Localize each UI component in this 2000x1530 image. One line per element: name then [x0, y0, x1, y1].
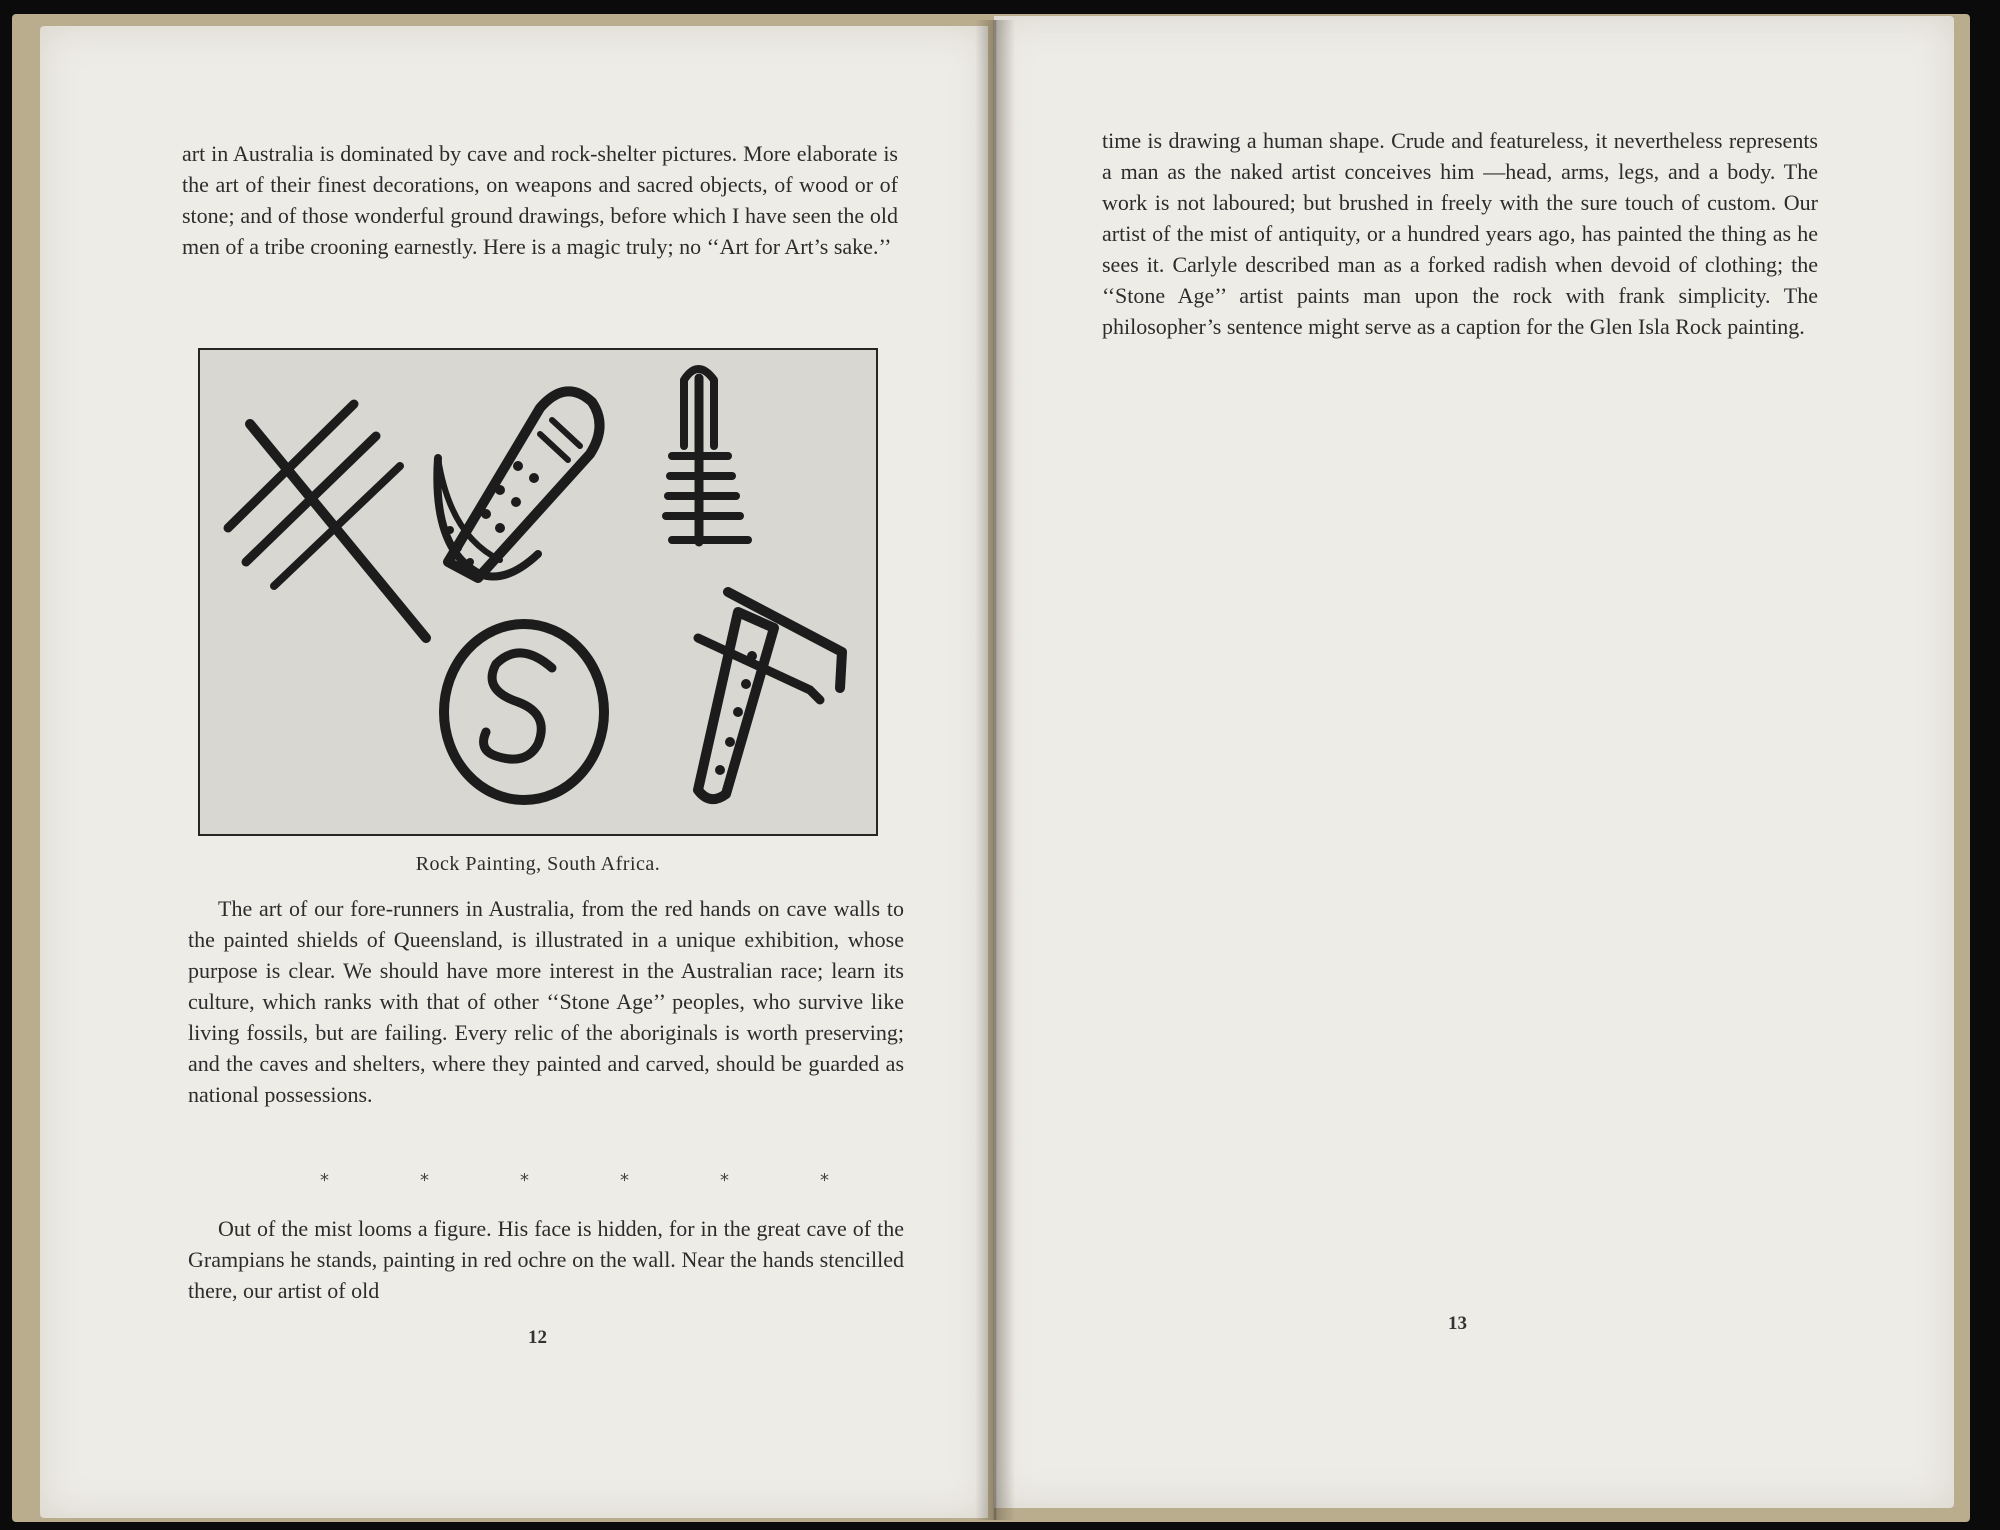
snake-circle-glyph: [444, 624, 604, 800]
left-paragraph-2: The art of our fore-runners in Australia, from the red hands on cave walls to the painted shields of Queensland, is illustrated in a unique exhibition, whose purpose is clear. We should have more interest in the Australian race; learn its culture, which ranks with that of other ‘‘Stone Age’’ peoples, who survive like living fossils, but are failing. Every relic of the aboriginals is worth preserving; and the caves and shelters, where they painted and carved, should be guarded as national possessions.: [188, 896, 904, 1107]
section-separator: [300, 1170, 860, 1194]
figure-caption: Rock Painting, South Africa.: [415, 853, 661, 875]
separator-star: *: [720, 1170, 729, 1191]
page-number-left: 12: [528, 1327, 547, 1348]
rock-painting-figure: [198, 348, 878, 836]
book-gutter: [975, 20, 1015, 1520]
separator-star: *: [320, 1170, 329, 1191]
club-glyph: [437, 391, 599, 578]
left-paragraph-1: art in Australia is dominated by cave and rock-shelter pictures. More elaborate is the art of their finest decorations, on weapons and sacred objects, of wood or of stone; and of those wonderful ground drawings, before which I have seen the old men of a tribe crooning earnestly. Here is a magic truly; no ‘‘Art for Art’s sake.’’: [182, 141, 898, 259]
separator-star: *: [620, 1170, 629, 1191]
page-number-right: 13: [1448, 1313, 1467, 1334]
right-paragraph-1: time is drawing a human shape. Crude and featureless, it nevertheless represents a man as the naked artist conceives him —head, arms, legs, and a body. The work is not laboured; but brushed in freely with the sure touch of custom. Our artist of the mist of antiquity, or a hundred years ago, has painted the thing as he sees it. Carlyle described man as a forked radish when devoid of clothing; the ‘‘Stone Age’’ artist paints man upon the rock with frank simplicity. The philosopher’s sentence might serve as a caption for the Glen Isla Rock painting.: [1102, 128, 1818, 339]
separator-star: *: [420, 1170, 429, 1191]
separator-star: *: [520, 1170, 529, 1191]
left-paragraph-3: Out of the mist looms a figure. His face is hidden, for in the great cave of the Grampians he stands, painting in red ochre on the wall. Near the hands stencilled there, our artist of old: [188, 1216, 904, 1303]
spear-glyph: [228, 404, 426, 638]
rock-painting-illustration: [200, 350, 876, 834]
separator-star: *: [820, 1170, 829, 1191]
ribbed-figure-glyph: [666, 369, 748, 542]
